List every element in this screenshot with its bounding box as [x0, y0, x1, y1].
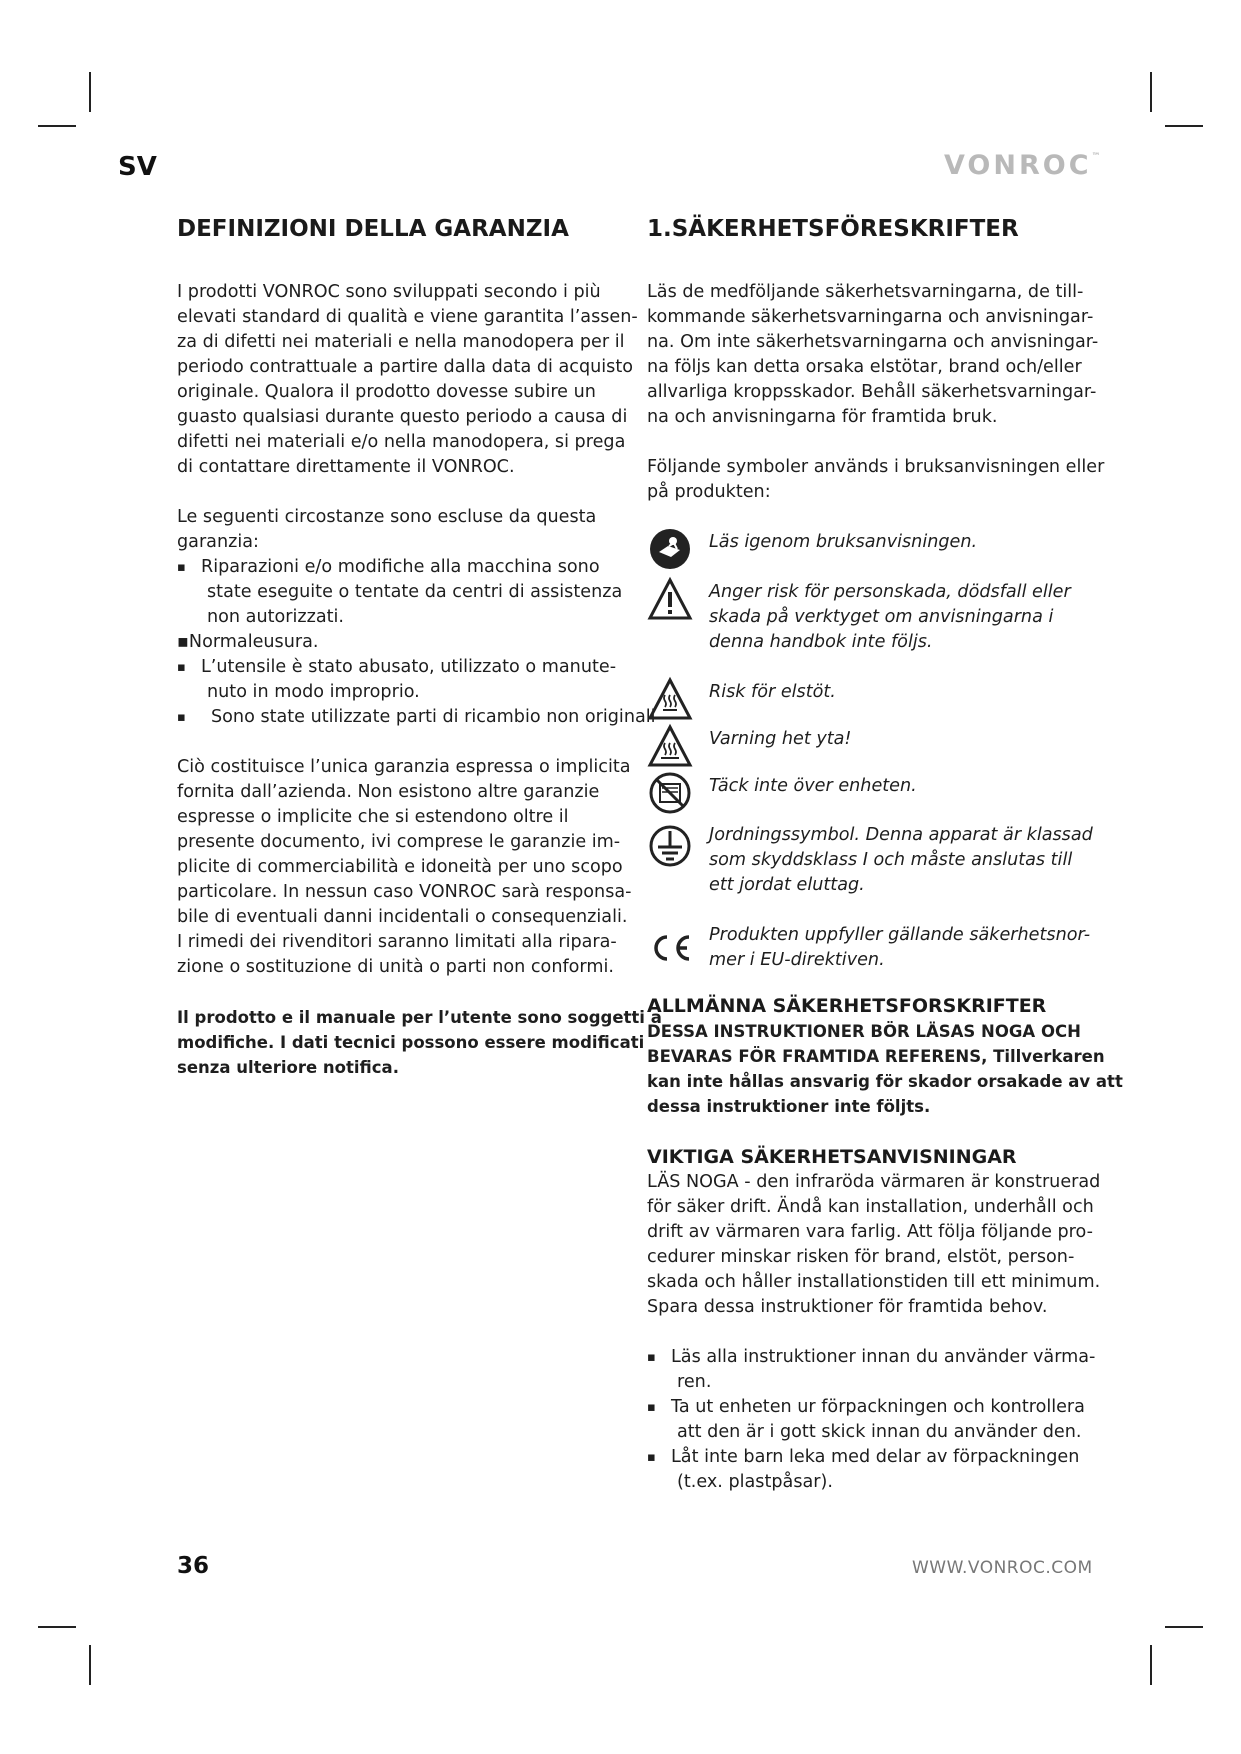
symbol-text: Anger risk för personskada, dödsfall eller: [709, 582, 1071, 602]
text-line: Läs de medföljande säkerhetsvarningarna, de till-: [647, 282, 1084, 302]
text-line: non autorizzati.: [207, 607, 345, 627]
text-line: zione o sostituzione di unità o parti non conformi.: [177, 957, 614, 977]
text-line: bile di eventuali danni incidentali o consequenziali.: [177, 907, 628, 927]
ce-mark-icon: [647, 925, 693, 971]
right-column: [647, 212, 1123, 1495]
text-line: na och anvisningarna för framtida bruk.: [647, 407, 998, 427]
text-line: I rimedi dei rivenditori saranno limitati alla ripara-: [177, 932, 617, 952]
text-line: di contattare direttamente il VONROC.: [177, 457, 515, 477]
crop-mark: [38, 125, 76, 127]
text-line: originale. Qualora il prodotto dovesse subire un: [177, 382, 596, 402]
text-line: dessa instruktioner inte följts.: [647, 1097, 931, 1116]
text-line: state eseguite o tentate da centri di assistenza: [207, 582, 623, 602]
crop-mark: [38, 1626, 76, 1628]
text-line: Sono state utilizzate parti di ricambio non originali: [211, 707, 656, 727]
trademark-sign: ™: [1091, 152, 1101, 162]
text-line: plicite di commerciabilità e idoneità per uno scopo: [177, 857, 623, 877]
text-line: Spara dessa instruktioner för framtida behov.: [647, 1297, 1048, 1317]
exclusion-item: [177, 705, 656, 730]
text-line: I prodotti VONROC sono sviluppati secondo i più: [177, 282, 601, 302]
warning-triangle-icon: [647, 576, 693, 622]
exclusion-item: ▪Normaleusura.: [177, 632, 319, 652]
text-line: espresse o implicite che si estendono oltre il: [177, 807, 569, 827]
text-line: difetti nei materiali e/o nella manodopera, si prega: [177, 432, 626, 452]
text-line: BEVARAS FÖR FRAMTIDA REFERENS, Tillverkaren: [647, 1047, 1105, 1066]
language-tag: SV: [118, 152, 157, 182]
electric-shock-icon: [647, 676, 693, 722]
warranty-disclaimer: [177, 755, 637, 980]
important-safety-heading: VIKTIGA SÄKERHETSANVISNINGAR: [647, 1146, 1017, 1168]
text-line: Ta ut enheten ur förpackningen och kontrollera: [671, 1397, 1085, 1417]
symbol-shock: [647, 680, 1097, 705]
text-line: guasto qualsiasi durante questo periodo a causa di: [177, 407, 628, 427]
symbol-text: Varning het yta!: [709, 729, 852, 749]
symbol-warning: [647, 580, 1097, 655]
do-not-cover-icon: [647, 770, 693, 816]
symbols-intro: [647, 455, 1105, 505]
crop-mark: [89, 1645, 91, 1685]
symbol-ce: [647, 923, 1097, 973]
crop-mark: [89, 72, 91, 112]
safety-heading: 1.SÄKERHETSFÖRESKRIFTER: [647, 216, 1019, 242]
text-line: za di difetti nei materiali e nella manodopera per il: [177, 332, 625, 352]
text-line: na. Om inte säkerhetsvarningarna och anvisningar-: [647, 332, 1099, 352]
text-line: för säker drift. Ändå kan installation, underhåll och: [647, 1197, 1094, 1217]
symbol-text: skada på verktyget om anvisningarna i: [709, 607, 1054, 627]
text-line: drift av värmaren vara farlig. Att följa följande pro-: [647, 1222, 1093, 1242]
text-line: kan inte hållas ansvarig för skador orsakade av att: [647, 1072, 1123, 1091]
exclusion-item: [177, 655, 637, 705]
warranty-heading: DEFINIZIONI DELLA GARANZIA: [177, 216, 569, 242]
general-safety-heading: ALLMÄNNA SÄKERHETSFORSKRIFTER: [647, 995, 1047, 1017]
text-line: på produkten:: [647, 482, 771, 502]
text-line: Läs alla instruktioner innan du använder värma-: [671, 1347, 1096, 1367]
crop-mark: [1150, 1645, 1152, 1685]
brand-logo-text: VONROC: [944, 150, 1092, 181]
text-line: fornita dall’azienda. Non esistono altre garanzie: [177, 782, 600, 802]
safety-item: [647, 1445, 1097, 1495]
text-line: LÄS NOGA - den infraröda värmaren är konstruerad: [647, 1172, 1101, 1192]
symbol-hot: [647, 727, 1097, 752]
text-line: (t.ex. plastpåsar).: [677, 1472, 833, 1492]
symbol-text: Läs igenom bruksanvisningen.: [709, 532, 978, 552]
protective-earth-icon: [647, 823, 693, 869]
text-line: kommande säkerhetsvarningarna och anvisningar-: [647, 307, 1094, 327]
symbol-text: ett jordat eluttag.: [709, 875, 865, 895]
text-line: L’utensile è stato abusato, utilizzato o manute-: [201, 657, 617, 677]
important-safety-text: [647, 1170, 1101, 1320]
text-line: ren.: [677, 1372, 712, 1392]
text-line: elevati standard di qualità e viene garantita l’assen-: [177, 307, 638, 327]
read-manual-icon: [647, 526, 693, 572]
text-line: Låt inte barn leka med delar av förpackningen: [671, 1447, 1080, 1467]
text-line: nuto in modo improprio.: [207, 682, 420, 702]
symbol-ground: [647, 823, 1097, 898]
website-link[interactable]: WWW.VONROC.COM: [912, 1558, 1093, 1578]
brand-logo: [944, 150, 1101, 181]
symbol-cover: [647, 774, 1097, 799]
symbol-text: Täck inte över enheten.: [709, 776, 917, 796]
exclusions-intro: [177, 505, 637, 555]
text-line: Le seguenti circostanze sono escluse da questa: [177, 507, 597, 527]
safety-item: [647, 1345, 1097, 1395]
text-line: periodo contrattuale a partire dalla data di acquisto: [177, 357, 634, 377]
exclusion-item: [177, 555, 637, 630]
text-line: Il prodotto e il manuale per l’utente sono soggetti a: [177, 1008, 662, 1027]
text-line: particolare. In nessun caso VONROC sarà responsa-: [177, 882, 632, 902]
safety-intro: [647, 280, 1097, 430]
symbol-text: som skyddsklass I och måste anslutas till: [709, 850, 1073, 870]
general-safety-text: [647, 1019, 1123, 1119]
text-line: senza ulteriore notifica.: [177, 1058, 399, 1077]
text-line: cedurer minskar risken för brand, elstöt, person-: [647, 1247, 1075, 1267]
symbol-manual: [647, 530, 1097, 555]
text-line: modifiche. I dati tecnici possono essere modificati: [177, 1033, 645, 1052]
text-line: Följande symboler används i bruksanvisningen eller: [647, 457, 1105, 477]
text-line: presente documento, ivi comprese le garanzie im-: [177, 832, 621, 852]
crop-mark: [1165, 125, 1203, 127]
modification-notice: [177, 1005, 662, 1080]
hot-surface-icon: [647, 723, 693, 769]
symbol-text: denna handbok inte följs.: [709, 632, 933, 652]
text-line: Riparazioni e/o modifiche alla macchina sono: [201, 557, 600, 577]
text-line: garanzia:: [177, 532, 259, 552]
left-column: [177, 212, 662, 1080]
warranty-intro: [177, 280, 637, 480]
text-line: att den är i gott skick innan du använder den.: [677, 1422, 1082, 1442]
safety-item: [647, 1395, 1097, 1445]
symbol-text: mer i EU-direktiven.: [709, 950, 885, 970]
text-line: DESSA INSTRUKTIONER BÖR LÄSAS NOGA OCH: [647, 1022, 1081, 1041]
page-number: 36: [177, 1553, 210, 1579]
text-line: na följs kan detta orsaka elstötar, brand och/eller: [647, 357, 1082, 377]
text-line: skada och håller installationstiden till ett minimum.: [647, 1272, 1101, 1292]
symbol-text: Produkten uppfyller gällande säkerhetsnor-: [709, 925, 1091, 945]
symbol-text: Risk för elstöt.: [709, 682, 836, 702]
text-line: allvarliga kroppsskador. Behåll säkerhetsvarningar-: [647, 382, 1097, 402]
symbol-text: Jordningssymbol. Denna apparat är klassad: [709, 825, 1093, 845]
crop-mark: [1150, 72, 1152, 112]
text-line: Ciò costituisce l’unica garanzia espressa o implicita: [177, 757, 631, 777]
crop-mark: [1165, 1626, 1203, 1628]
